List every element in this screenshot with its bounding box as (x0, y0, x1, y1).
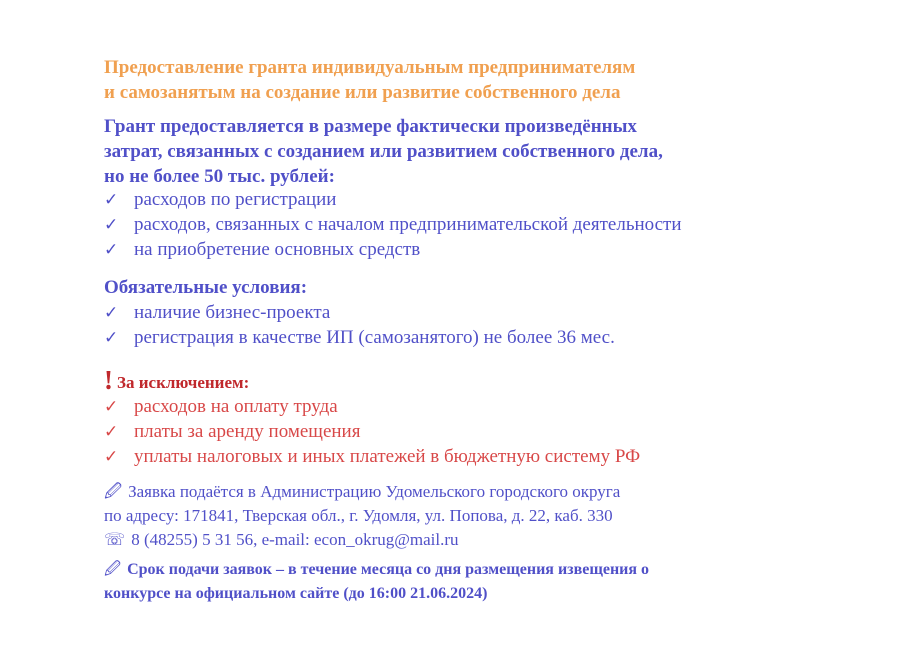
contact-text: 8 (48255) 5 31 56, e-mail: econ_okrug@mail.ru (131, 530, 459, 549)
list-item-text: наличие бизнес-проекта (134, 302, 331, 323)
list-item (104, 444, 640, 469)
list-item-text: расходов, связанных с началом предпринимательской деятельности (134, 214, 682, 235)
exceptions-heading (104, 366, 249, 397)
info-line-1-text: Заявка подаётся в Администрацию Удомельского городского округа (128, 482, 621, 501)
list-item (104, 300, 615, 325)
phone-icon: ☏ (104, 530, 126, 549)
checkmark-icon: ✓ (104, 215, 119, 234)
application-info (104, 480, 620, 552)
list-item-text: на приобретение основных средств (134, 239, 421, 260)
checkmark-icon: ✓ (104, 422, 119, 441)
list-item (104, 187, 682, 212)
checkmark-icon: ✓ (104, 303, 119, 322)
deadline-line-1 (104, 558, 649, 582)
checkmark-icon: ✓ (104, 328, 119, 347)
exclamation-icon: ! (104, 365, 113, 395)
checkmark-icon: ✓ (104, 397, 119, 416)
info-line-2: по адресу: 171841, Тверская обл., г. Удомля, ул. Попова, д. 22, каб. 330 (104, 506, 613, 525)
checkmark-icon: ✓ (104, 240, 119, 259)
deadline-info (104, 558, 649, 606)
pen-icon: 🖉 (104, 482, 123, 501)
list-item (104, 237, 682, 262)
info-line-3 (104, 528, 620, 552)
info-line-1 (104, 480, 620, 504)
deadline-line-2: конкурсе на официальном сайте (до 16:00 21.06.2024) (104, 585, 488, 602)
list-item (104, 212, 682, 237)
list-item-text: расходов на оплату труда (134, 396, 338, 417)
list-item-text: платы за аренду помещения (134, 421, 361, 442)
deadline-line-1-text: Срок подачи заявок – в течение месяца со дня размещения извещения о (127, 561, 650, 578)
grant-expense-list (104, 187, 682, 262)
list-item-text: уплаты налоговых и иных платежей в бюджетную систему РФ (134, 446, 641, 467)
document-title (104, 55, 635, 105)
conditions-heading: Обязательные условия: (104, 277, 308, 298)
list-item (104, 394, 640, 419)
grant-heading-line-2: затрат, связанных с созданием или развитием собственного дела, (104, 141, 663, 162)
list-item (104, 325, 615, 350)
grant-heading (104, 114, 663, 189)
title-line-2: и самозанятым на создание или развитие собственного дела (104, 82, 621, 103)
title-line-1: Предоставление гранта индивидуальным предпринимателям (104, 57, 636, 78)
exceptions-list (104, 394, 640, 469)
list-item (104, 419, 640, 444)
list-item-text: расходов по регистрации (134, 189, 337, 210)
checkmark-icon: ✓ (104, 190, 119, 209)
conditions-list (104, 300, 615, 350)
pen-icon: 🖉 (104, 561, 122, 578)
grant-heading-line-3: но не более 50 тыс. рублей: (104, 166, 335, 187)
list-item-text: регистрация в качестве ИП (самозанятого) не более 36 мес. (134, 327, 615, 348)
checkmark-icon: ✓ (104, 447, 119, 466)
grant-heading-line-1: Грант предоставляется в размере фактически произведённых (104, 116, 637, 137)
exceptions-heading-text: За исключением: (117, 373, 250, 392)
